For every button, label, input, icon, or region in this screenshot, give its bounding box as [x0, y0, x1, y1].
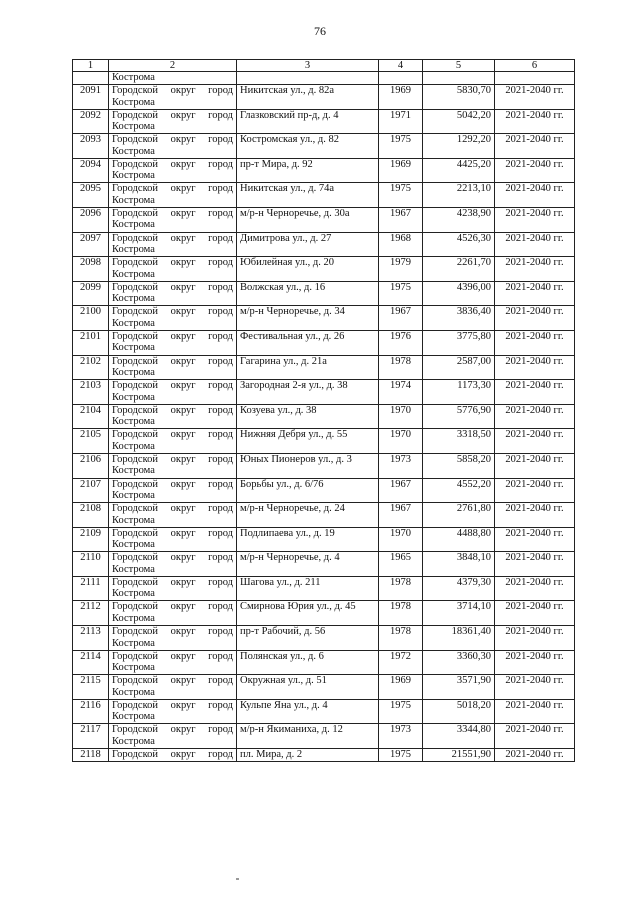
cell-period: 2021-2040 гг. — [495, 724, 575, 749]
cell-area: 3360,30 — [423, 650, 495, 675]
cell-area: 3848,10 — [423, 552, 495, 577]
municipality-line: Городской округ город — [112, 85, 233, 96]
cell-municipality — [109, 527, 237, 552]
cell-municipality — [109, 626, 237, 651]
scan-mark — [236, 878, 239, 880]
cell-period: 2021-2040 гг. — [495, 134, 575, 159]
table-row — [73, 134, 575, 159]
municipality-line: Городской округ город — [112, 453, 233, 465]
table-row — [73, 429, 575, 454]
municipality-line: Городской округ город — [112, 527, 233, 539]
cell-address: Подлипаева ул., д. 19 — [237, 527, 379, 552]
municipality-line: Городской округ город — [112, 306, 233, 318]
cell-address: м/р-н Якиманиха, д. 12 — [237, 724, 379, 749]
cell-year: 1978 — [379, 355, 423, 380]
municipality-line: Городской округ город — [112, 183, 233, 195]
cell-area: 4379,30 — [423, 576, 495, 601]
cell-area: 18361,40 — [423, 626, 495, 651]
cell-year: 1973 — [379, 724, 423, 749]
cell-number: 2117 — [73, 724, 109, 749]
cell-number: 2108 — [73, 503, 109, 528]
cell-address: Окружная ул., д. 51 — [237, 675, 379, 700]
cell-year: 1978 — [379, 576, 423, 601]
cell-address: Димитрова ул., д. 27 — [237, 232, 379, 257]
cell-year: 1975 — [379, 749, 423, 762]
cell-number: 2109 — [73, 527, 109, 552]
municipality-city: Кострома — [112, 416, 155, 428]
cell-address: Загородная 2-я ул., д. 38 — [237, 380, 379, 405]
cell-period: 2021-2040 гг. — [495, 158, 575, 183]
table-row — [73, 257, 575, 282]
cell-number: 2116 — [73, 699, 109, 724]
cell-period: 2021-2040 гг. — [495, 650, 575, 675]
cell-year: 1972 — [379, 650, 423, 675]
cell-period: 2021-2040 гг. — [495, 626, 575, 651]
municipality-line: Городской округ город — [112, 158, 233, 170]
cell-year: 1969 — [379, 85, 423, 110]
municipality-line: Городской округ город — [112, 724, 233, 736]
municipality-line: Городской округ город — [112, 134, 233, 146]
municipality-city: Кострома — [112, 711, 155, 723]
cell-address: Козуева ул., д. 38 — [237, 404, 379, 429]
page-number: 76 — [314, 24, 326, 38]
cell-period: 2021-2040 гг. — [495, 478, 575, 503]
municipality-line: Городской округ город — [112, 699, 233, 711]
cell-year: 1967 — [379, 503, 423, 528]
municipality-city: Кострома — [112, 735, 155, 747]
table-row — [73, 281, 575, 306]
cell-number: 2098 — [73, 257, 109, 282]
cell-address: Смирнова Юрия ул., д. 45 — [237, 601, 379, 626]
cell-address: Волжская ул., д. 16 — [237, 281, 379, 306]
cell-area: 3571,90 — [423, 675, 495, 700]
cell-area: 3318,50 — [423, 429, 495, 454]
municipality-line: Городской округ город — [112, 503, 233, 515]
cell-year: 1974 — [379, 380, 423, 405]
cell-period: 2021-2040 гг. — [495, 380, 575, 405]
cell-municipality — [109, 183, 237, 208]
cell-number: 2102 — [73, 355, 109, 380]
municipality-line: Городской округ город — [112, 429, 233, 441]
cell-area — [423, 72, 495, 85]
housing-registry-table — [72, 59, 575, 762]
table-row — [73, 527, 575, 552]
cell-year: 1978 — [379, 626, 423, 651]
cell-area: 4488,80 — [423, 527, 495, 552]
cell-period: 2021-2040 гг. — [495, 429, 575, 454]
cell-year: 1967 — [379, 306, 423, 331]
cell-area: 1292,20 — [423, 134, 495, 159]
municipality-city: Кострома — [112, 637, 155, 649]
cell-area: 3836,40 — [423, 306, 495, 331]
cell-area: 5830,70 — [423, 85, 495, 110]
cell-year: 1969 — [379, 158, 423, 183]
table-row — [73, 503, 575, 528]
cell-year: 1975 — [379, 183, 423, 208]
municipality-line: Городской округ город — [112, 281, 233, 293]
municipality-city: Кострома — [112, 293, 155, 305]
cell-number: 2112 — [73, 601, 109, 626]
cell-number: 2107 — [73, 478, 109, 503]
cell-year: 1976 — [379, 330, 423, 355]
municipality-city: Кострома — [112, 588, 155, 600]
cell-year: 1969 — [379, 675, 423, 700]
cell-municipality — [109, 232, 237, 257]
cell-year: 1975 — [379, 134, 423, 159]
table-row — [73, 626, 575, 651]
cell-address: Борьбы ул., д. 6/76 — [237, 478, 379, 503]
cell-period: 2021-2040 гг. — [495, 355, 575, 380]
municipality-line: Городской округ город — [112, 576, 233, 588]
cell-period: 2021-2040 гг. — [495, 232, 575, 257]
cell-number: 2099 — [73, 281, 109, 306]
cell-municipality — [109, 355, 237, 380]
municipality-line: Городской округ город — [112, 626, 233, 638]
municipality-line: Городской округ город — [112, 330, 233, 342]
cell-municipality — [109, 699, 237, 724]
municipality-city: Кострома — [112, 539, 155, 551]
cell-municipality: Кострома — [109, 72, 237, 85]
cell-address: Юбилейная ул., д. 20 — [237, 257, 379, 282]
cell-number: 2096 — [73, 207, 109, 232]
cell-municipality — [109, 109, 237, 134]
municipality-city: Кострома — [112, 514, 155, 526]
cell-municipality — [109, 552, 237, 577]
header-row — [73, 60, 575, 72]
table-row — [73, 306, 575, 331]
municipality-line: Городской округ город — [112, 355, 233, 367]
municipality-city: Кострома — [112, 342, 155, 354]
cell-period: 2021-2040 гг. — [495, 699, 575, 724]
cell-municipality — [109, 650, 237, 675]
cell-year: 1965 — [379, 552, 423, 577]
cell-area: 2587,00 — [423, 355, 495, 380]
table-row — [73, 675, 575, 700]
cell-area: 21551,90 — [423, 749, 495, 762]
municipality-line: Городской округ город — [112, 478, 233, 490]
cell-period: 2021-2040 гг. — [495, 552, 575, 577]
cell-number: 2092 — [73, 109, 109, 134]
municipality-city: Кострома — [112, 268, 155, 280]
table-row — [73, 576, 575, 601]
cell-area: 3775,80 — [423, 330, 495, 355]
cell-period: 2021-2040 гг. — [495, 257, 575, 282]
column-header: 2 — [109, 60, 237, 72]
cell-period: 2021-2040 гг. — [495, 404, 575, 429]
cell-address: Юных Пионеров ул., д. 3 — [237, 453, 379, 478]
municipality-line: Городской округ город — [112, 404, 233, 416]
cell-address: Нижняя Дебря ул., д. 55 — [237, 429, 379, 454]
cell-period: 2021-2040 гг. — [495, 330, 575, 355]
cell-address: Костромская ул., д. 82 — [237, 134, 379, 159]
cell-period: 2021-2040 гг. — [495, 207, 575, 232]
table-row — [73, 478, 575, 503]
table-row — [73, 330, 575, 355]
cell-period: 2021-2040 гг. — [495, 601, 575, 626]
cell-year — [379, 72, 423, 85]
table-row — [73, 380, 575, 405]
municipality-line: Городской округ город — [112, 109, 233, 121]
municipality-line: Городской округ город — [112, 601, 233, 613]
cell-area: 4238,90 — [423, 207, 495, 232]
cell-year: 1975 — [379, 699, 423, 724]
cell-address: Глазковский пр-д, д. 4 — [237, 109, 379, 134]
cell-area: 4526,30 — [423, 232, 495, 257]
municipality-city: Кострома — [112, 170, 155, 182]
cell-number: 2111 — [73, 576, 109, 601]
cell-address: м/р-н Черноречье, д. 4 — [237, 552, 379, 577]
cell-number: 2095 — [73, 183, 109, 208]
cell-period: 2021-2040 гг. — [495, 183, 575, 208]
cell-period: 2021-2040 гг. — [495, 453, 575, 478]
cell-area: 2213,10 — [423, 183, 495, 208]
table-row — [73, 109, 575, 134]
table-row — [73, 650, 575, 675]
cell-address: Никитская ул., д. 82а — [237, 85, 379, 110]
cell-area: 3714,10 — [423, 601, 495, 626]
municipality-line: Городской округ город — [112, 650, 233, 662]
cell-period: 2021-2040 гг. — [495, 306, 575, 331]
municipality-city: Кострома — [112, 194, 155, 206]
cell-number: 2115 — [73, 675, 109, 700]
municipality-city: Кострома — [112, 686, 155, 698]
cell-year: 1978 — [379, 601, 423, 626]
cell-area: 5018,20 — [423, 699, 495, 724]
table-row — [73, 404, 575, 429]
cell-address: пр-т Рабочий, д. 56 — [237, 626, 379, 651]
municipality-city: Кострома — [112, 440, 155, 452]
cell-year: 1970 — [379, 404, 423, 429]
cell-municipality — [109, 675, 237, 700]
table-row — [73, 207, 575, 232]
cell-area: 5042,20 — [423, 109, 495, 134]
cell-number: 2105 — [73, 429, 109, 454]
municipality-city: Кострома — [112, 367, 155, 379]
cell-number: 2114 — [73, 650, 109, 675]
cell-number: 2118 — [73, 749, 109, 762]
table-row — [73, 85, 575, 110]
continued-row — [73, 72, 575, 85]
table-row — [73, 601, 575, 626]
cell-number: 2100 — [73, 306, 109, 331]
cell-municipality — [109, 429, 237, 454]
cell-municipality — [109, 724, 237, 749]
municipality-line: Городской округ город — [112, 207, 233, 219]
cell-municipality — [109, 306, 237, 331]
municipality-line: Городской округ город — [112, 675, 233, 687]
cell-year: 1968 — [379, 232, 423, 257]
municipality-line: Городской округ город — [112, 257, 233, 269]
cell-municipality — [109, 330, 237, 355]
cell-municipality — [109, 281, 237, 306]
cell-address: Полянская ул., д. 6 — [237, 650, 379, 675]
cell-number: 2110 — [73, 552, 109, 577]
cell-number — [73, 72, 109, 85]
cell-number: 2097 — [73, 232, 109, 257]
cell-municipality — [109, 380, 237, 405]
cell-municipality — [109, 134, 237, 159]
cell-number: 2101 — [73, 330, 109, 355]
municipality-city: Кострома — [112, 391, 155, 403]
cell-year: 1973 — [379, 453, 423, 478]
cell-number: 2106 — [73, 453, 109, 478]
municipality-city: Кострома — [112, 612, 155, 624]
column-header: 1 — [73, 60, 109, 72]
cell-area: 1173,30 — [423, 380, 495, 405]
cell-period: 2021-2040 гг. — [495, 749, 575, 762]
cell-address: м/р-н Черноречье, д. 24 — [237, 503, 379, 528]
municipality-line: Городской округ город — [112, 232, 233, 244]
municipality-city: Кострома — [112, 96, 155, 108]
cell-area: 4425,20 — [423, 158, 495, 183]
cell-area: 5858,20 — [423, 453, 495, 478]
table-row — [73, 355, 575, 380]
cell-year: 1979 — [379, 257, 423, 282]
cell-number: 2113 — [73, 626, 109, 651]
table-row — [73, 552, 575, 577]
cell-area: 5776,90 — [423, 404, 495, 429]
cell-area: 2761,80 — [423, 503, 495, 528]
municipality-city: Кострома — [112, 145, 155, 157]
cell-year: 1970 — [379, 527, 423, 552]
cell-year: 1967 — [379, 478, 423, 503]
table-row — [73, 699, 575, 724]
municipality-city: Кострома — [112, 121, 155, 133]
cell-number: 2103 — [73, 380, 109, 405]
municipality-city: Кострома — [112, 244, 155, 256]
table-row — [73, 749, 575, 762]
cell-year: 1967 — [379, 207, 423, 232]
cell-municipality — [109, 207, 237, 232]
column-header: 5 — [423, 60, 495, 72]
cell-year: 1975 — [379, 281, 423, 306]
cell-period: 2021-2040 гг. — [495, 281, 575, 306]
cell-address: пл. Мира, д. 2 — [237, 749, 379, 762]
table-row — [73, 158, 575, 183]
table-row — [73, 453, 575, 478]
column-header: 6 — [495, 60, 575, 72]
cell-address: Фестивальная ул., д. 26 — [237, 330, 379, 355]
cell-municipality — [109, 404, 237, 429]
cell-municipality — [109, 453, 237, 478]
municipality-city: Кострома — [112, 490, 155, 501]
cell-number: 2093 — [73, 134, 109, 159]
municipality-city: Кострома — [112, 563, 155, 575]
municipality-city: Кострома — [112, 662, 155, 674]
cell-address: м/р-н Черноречье, д. 34 — [237, 306, 379, 331]
cell-municipality — [109, 576, 237, 601]
cell-address: Гагарина ул., д. 21а — [237, 355, 379, 380]
cell-number: 2091 — [73, 85, 109, 110]
municipality-city: Кострома — [112, 219, 155, 231]
cell-area: 4552,20 — [423, 478, 495, 503]
table-row — [73, 724, 575, 749]
municipality-city: Кострома — [112, 317, 155, 329]
cell-period: 2021-2040 гг. — [495, 109, 575, 134]
cell-period — [495, 72, 575, 85]
cell-municipality: Городской округ город — [109, 749, 237, 762]
cell-year: 1970 — [379, 429, 423, 454]
cell-period: 2021-2040 гг. — [495, 527, 575, 552]
cell-municipality — [109, 85, 237, 110]
cell-number: 2094 — [73, 158, 109, 183]
cell-municipality — [109, 158, 237, 183]
cell-year: 1971 — [379, 109, 423, 134]
cell-number: 2104 — [73, 404, 109, 429]
cell-area: 3344,80 — [423, 724, 495, 749]
cell-address: м/р-н Черноречье, д. 30а — [237, 207, 379, 232]
cell-address: Никитская ул., д. 74а — [237, 183, 379, 208]
municipality-line: Городской округ город — [112, 380, 233, 392]
column-header: 4 — [379, 60, 423, 72]
table-row — [73, 232, 575, 257]
cell-address: пр-т Мира, д. 92 — [237, 158, 379, 183]
cell-address: Шагова ул., д. 211 — [237, 576, 379, 601]
cell-period: 2021-2040 гг. — [495, 576, 575, 601]
cell-address: Кульпе Яна ул., д. 4 — [237, 699, 379, 724]
municipality-line: Городской округ город — [112, 552, 233, 564]
cell-area: 2261,70 — [423, 257, 495, 282]
column-header: 3 — [237, 60, 379, 72]
cell-area: 4396,00 — [423, 281, 495, 306]
cell-municipality — [109, 478, 237, 503]
municipality-city: Кострома — [112, 465, 155, 477]
table-row — [73, 183, 575, 208]
cell-municipality — [109, 601, 237, 626]
cell-period: 2021-2040 гг. — [495, 503, 575, 528]
cell-period: 2021-2040 гг. — [495, 675, 575, 700]
cell-municipality — [109, 257, 237, 282]
cell-period: 2021-2040 гг. — [495, 85, 575, 110]
cell-address — [237, 72, 379, 85]
cell-municipality — [109, 503, 237, 528]
